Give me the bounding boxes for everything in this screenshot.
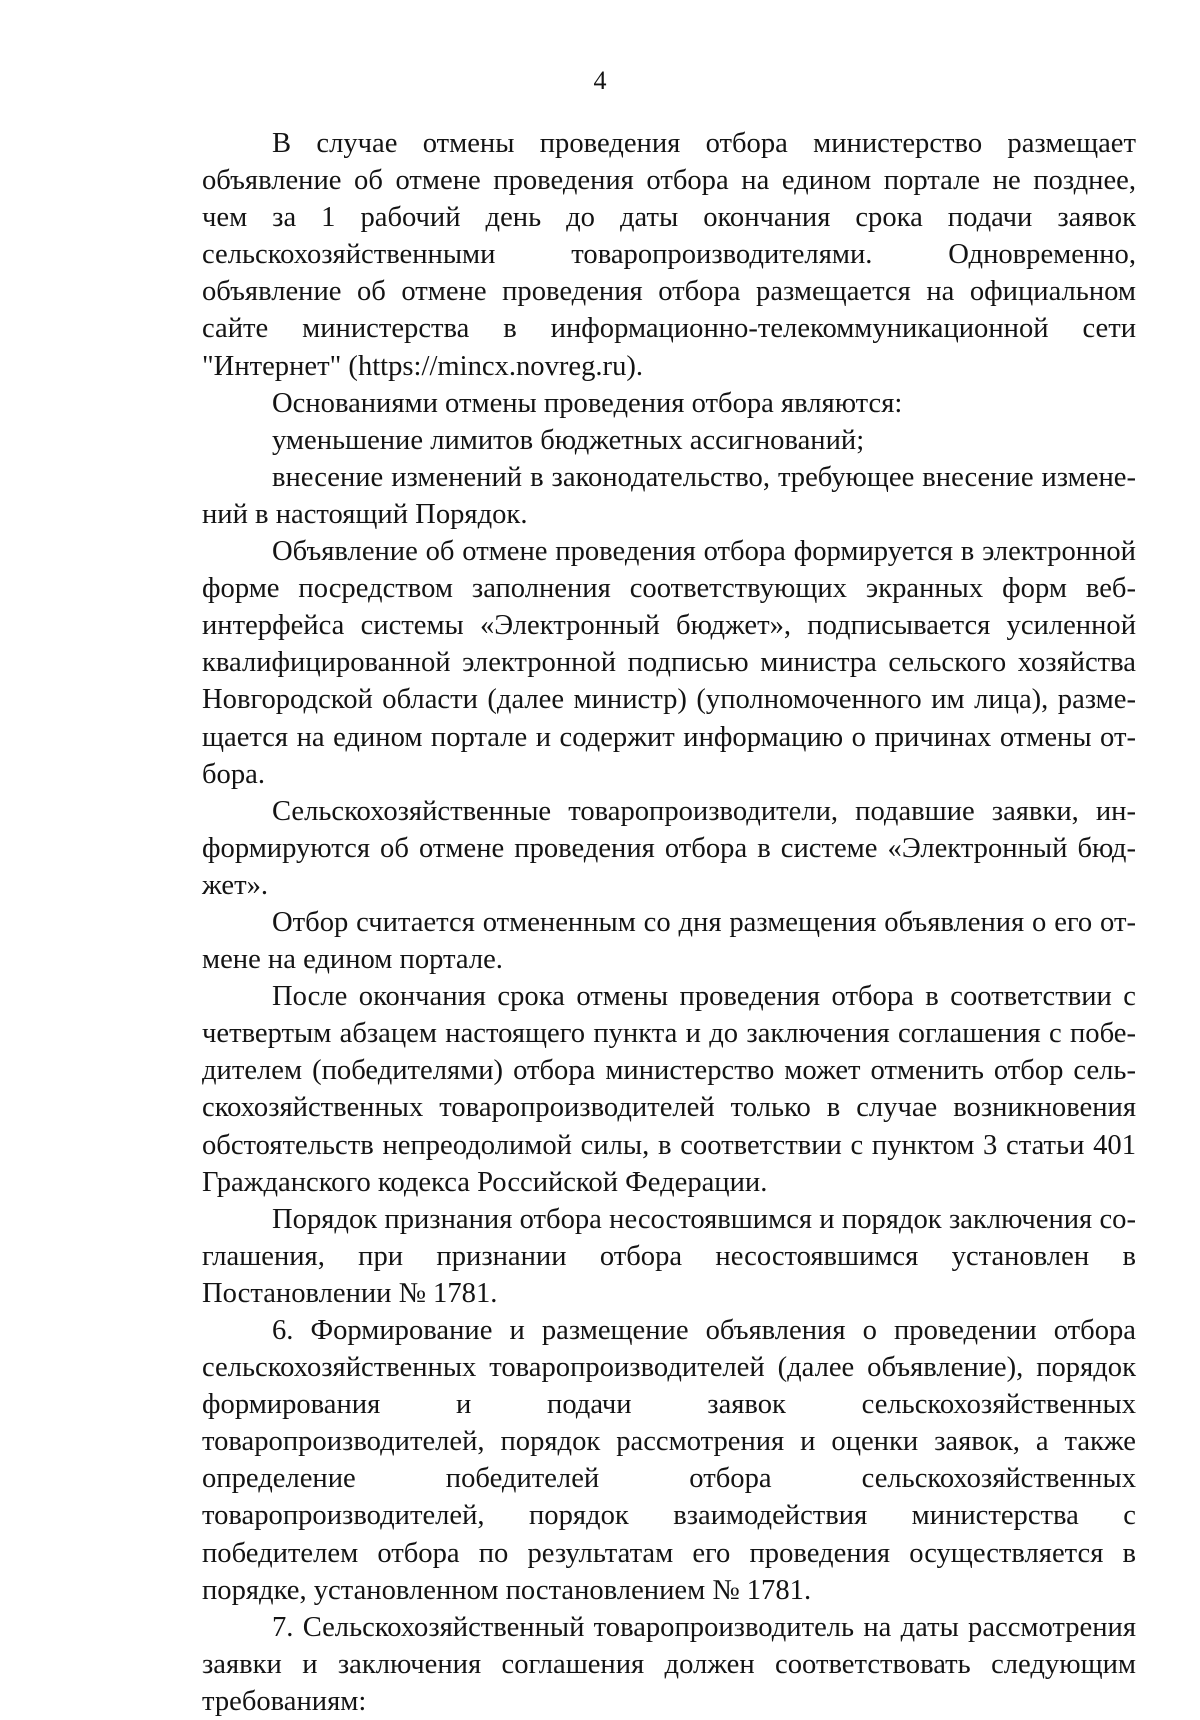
paragraph-failed-selection: Порядок признания отбора несостоявшимся и порядок заключения соглашения, при признании отбора несостоявшимся установлен в Постановлении № 1781.	[202, 1203, 1136, 1309]
paragraph-ground-legislation-changes: внесение изменений в законодательство, требующее внесение изменений в настоящий Порядок.	[202, 461, 1136, 530]
paragraph-announcement-form: Объявление об отмене проведения отбора формируется в электронной форме посредством заполнения соответствующих экранных форм веб-интерфейса системы «Электронный бюджет», подписывается усиленной квалифицированной электронной подписью министра сельского хозяйства Новгородской области (далее министр) (уполномоченного им лица), размещается на едином портале и содержит информацию о причинах отмены отбора.	[202, 536, 1136, 790]
paragraph-ground-budget-limits: уменьшение лимитов бюджетных ассигнований;	[272, 424, 865, 456]
paragraph-force-majeure: После окончания срока отмены проведения отбора в соответствии с четвертым абзацем настоящего пункта и до заключения соглашения с победителем (победителями) отбора министерство может отменить отбор сельскохозяйственных товаропроизводителей только в случае возникновения обстоятельств непреодолимой силы, в соответствии с пунктом 3 статьи 401 Гражданского кодекса Российской Федерации.	[202, 981, 1136, 1198]
paragraph-cancellation-grounds: Основаниями отмены проведения отбора являются:	[272, 387, 903, 419]
document-body	[202, 125, 1136, 1720]
paragraph-cancellation-announcement: В случае отмены проведения отбора министерство размещает объявление об отмене проведения отбора на едином портале не позднее, чем за 1 рабочий день до даты окончания срока подачи заявок сельскохозяйственными товаропроизводителями. Одновременно, объявление об отмене проведения отбора размещается на официальном сайте министерства в информационно-телекоммуникационной сети "Интернет" (https://mincx.novreg.ru).	[202, 128, 1136, 382]
paragraph-item-7: 7. Сельскохозяйственный товаропроизводитель на даты рассмотрения заявки и заключения соглашения должен соответствовать следующим требованиям:	[202, 1611, 1136, 1717]
paragraph-item-6: 6. Формирование и размещение объявления о проведении отбора сельскохозяйственных товаропроизводителей (далее объявление), порядок формирования и подачи заявок сельскохозяйственных товаропроизводителей, порядок рассмотрения и оценки заявок, а также определение победителей отбора сельскохозяйственных товаропроизводителей, порядок взаимодействия министерства с победителем отбора по результатам его проведения осуществляется в порядке, установленном постановлением № 1781.	[202, 1315, 1136, 1606]
page-number: 4	[593, 66, 607, 95]
paragraph-selection-cancelled-date: Отбор считается отмененным со дня размещения объявления о его отмене на едином портале.	[202, 906, 1136, 976]
paragraph-producers-informed: Сельскохозяйственные товаропроизводители, подавшие заявки, информируются об отмене проведения отбора в системе «Электронный бюджет».	[202, 795, 1136, 901]
